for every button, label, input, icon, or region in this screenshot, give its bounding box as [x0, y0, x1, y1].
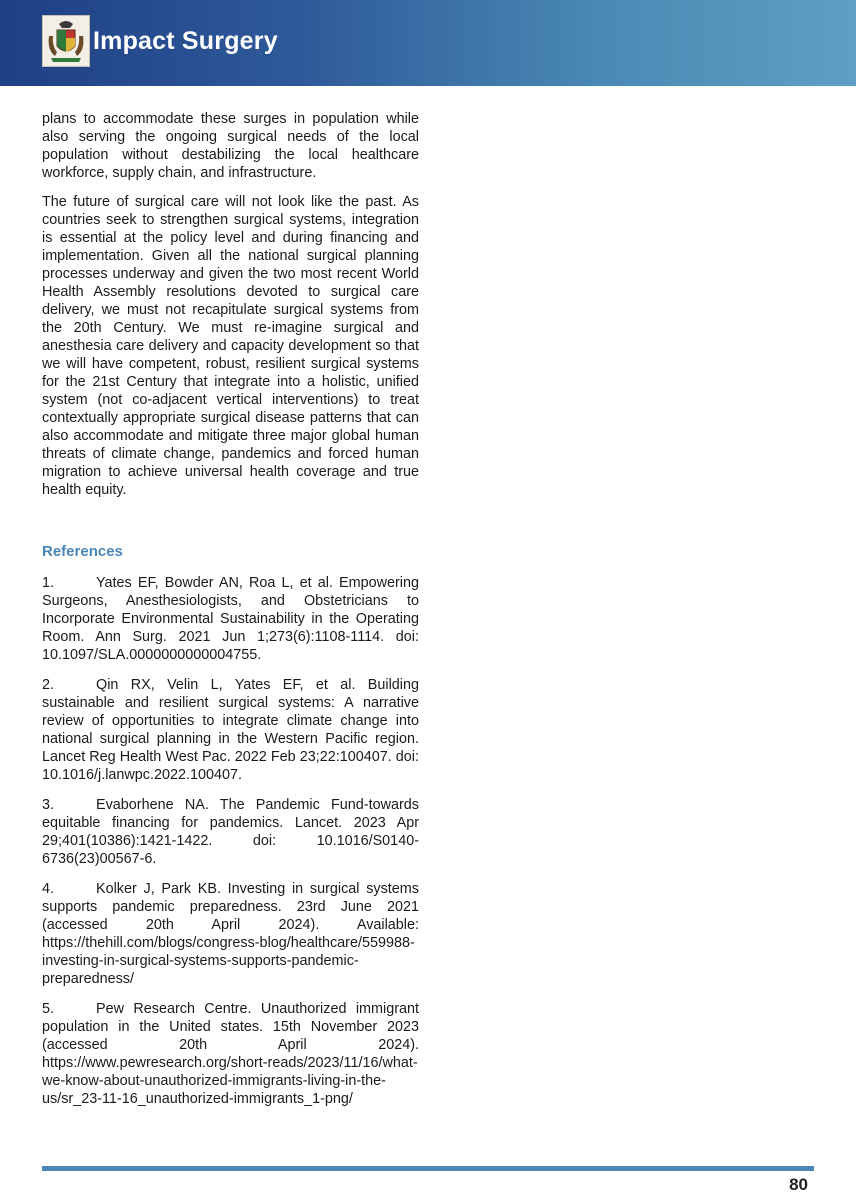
reference-number: 2. [42, 677, 55, 693]
reference-number: 3. [42, 797, 55, 813]
reference-number: 4. [42, 881, 55, 897]
reference-text: Qin RX, Velin L, Yates EF, et al. Building sustainable and resilient surgical systems: A narrative review of opportunities to integrate climate change into national surgical planning in the Western Pacific region. Lancet Reg Health West Pac. 2022 Feb 23;22:100407. doi: 10.1016/j.lanwpc.2022.100407. [42, 677, 419, 783]
reference-item-1 [42, 574, 419, 664]
page-number: 80 [789, 1175, 808, 1194]
crest-icon [42, 15, 90, 67]
body-paragraph-2: The future of surgical care will not look like the past. As countries seek to strengthen surgical systems, integration is essential at the policy level and during financing and implementation. Given all the national surgical planning processes underway and given the two most recent World Health Assembly resolutions devoted to surgical care delivery, we must not recapitulate surgical systems from the 20th Century. We must re-imagine surgical and anesthesia care delivery and capacity development so that we will have competent, robust, resilient surgical systems for the 21st Century that integrate into a holistic, unified system (not co-adjacent vertical interventions) to treat contextually appropriate surgical disease patterns that can also accommodate and mitigate three major global human threats of climate change, pandemics and forced human migration to achieve universal health coverage and true health equity. [42, 194, 419, 498]
reference-number: 5. [42, 1001, 55, 1017]
body-paragraph-1: plans to accommodate these surges in population while also serving the ongoing surgical needs of the local population without destabilizing the local healthcare workforce, supply chain, and infrastructure. [42, 111, 419, 181]
reference-text: Evaborhene NA. The Pandemic Fund-towards equitable financing for pandemics. Lancet. 2023 Apr 29;401(10386):1421-1422. doi: 10.1016/S0140-6736(23)00567-6. [42, 797, 419, 867]
reference-number: 1. [42, 575, 55, 591]
article-body [42, 110, 419, 1120]
journal-title: Impact Surgery [93, 27, 278, 55]
reference-item-5 [42, 1000, 419, 1108]
crest-graphic [43, 16, 89, 66]
reference-item-3 [42, 796, 419, 868]
reference-text: Yates EF, Bowder AN, Roa L, et al. Empowering Surgeons, Anesthesiologists, and Obstetricians to Incorporate Environmental Sustainability in the Operating Room. Ann Surg. 2021 Jun 1;273(6):1108-1114. doi: 10.1097/SLA.0000000000004755. [42, 575, 419, 663]
reference-item-2 [42, 676, 419, 784]
reference-text: Kolker J, Park KB. Investing in surgical systems supports pandemic preparedness. 23rd June 2021 (accessed 20th April 2024). Available: https://thehill.com/blogs/congress-blog/healthcare/559988-investing-in-surgical-systems-supports-pandemic-preparedness/ [42, 881, 419, 987]
footer-divider [42, 1166, 814, 1171]
references-heading: References [42, 543, 123, 560]
page-header [0, 0, 856, 86]
reference-text: Pew Research Centre. Unauthorized immigrant population in the United states. 15th November 2023 (accessed 20th April 2024). https://www.pewresearch.org/short-reads/2023/11/16/what-we-know-about-unauthorized-immigrants-living-in-the-us/sr_23-11-16_unauthorized-immigrants_1-png/ [42, 1001, 419, 1107]
reference-item-4 [42, 880, 419, 988]
